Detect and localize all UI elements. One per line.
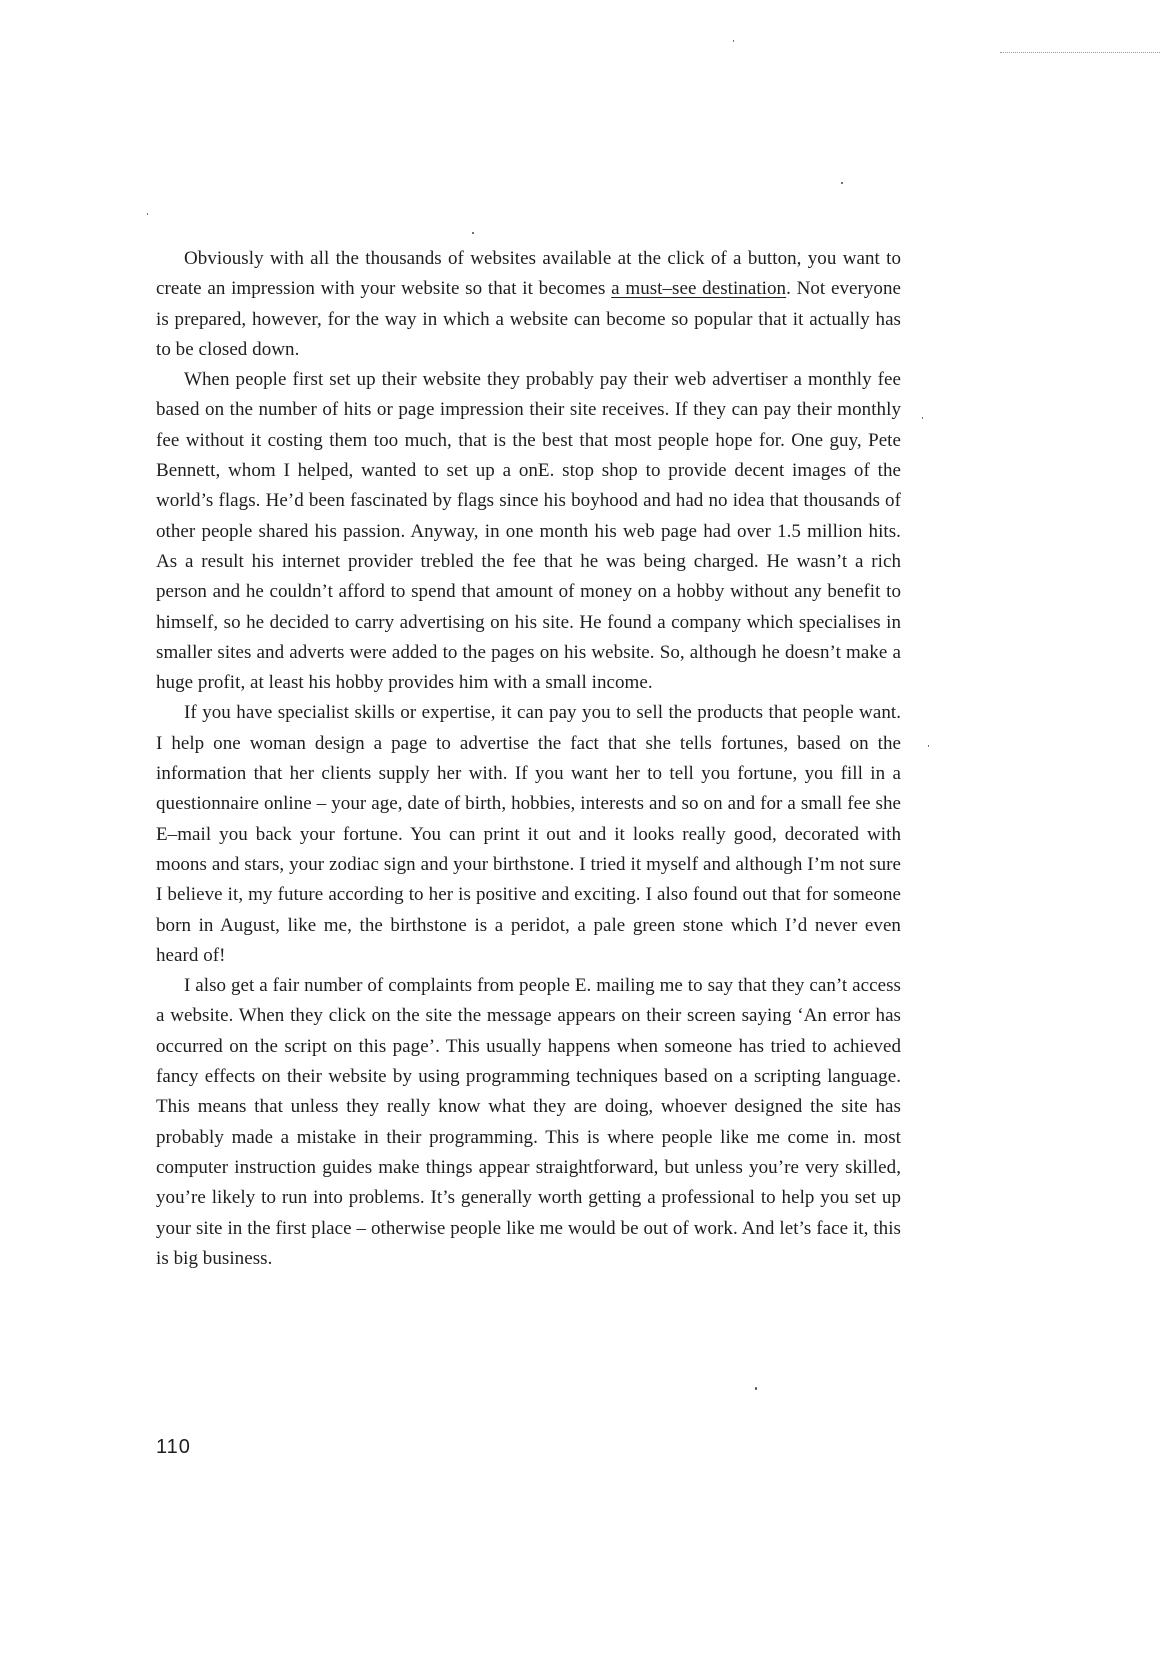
page-number: 110	[156, 1436, 191, 1458]
scan-speck	[472, 232, 474, 234]
paragraph-1	[156, 244, 901, 365]
scan-speck	[841, 182, 843, 184]
scan-artifact-line	[1000, 52, 1160, 54]
underlined-phrase: a must–see destination	[611, 278, 787, 300]
body-text	[156, 244, 901, 1274]
paragraph-2: When people first set up their website they probably pay their web advertiser a monthly fee based on the number of hits or page impression their site receives. If they can pay their monthly fee without it costing them too much, that is the best that most people hope for. One guy, Pete Bennett, whom I helped, wanted to set up a onE. stop shop to provide decent images of the world’s flags. He’d been fascinated by flags since his boyhood and had no idea that thousands of other people shared his passion. Anyway, in one month his web page had over 1.5 million hits. As a result his internet provider trebled the fee that he was being charged. He wasn’t a rich person and he couldn’t afford to spend that amount of money on a hobby without any benefit to himself, so he decided to carry advertising on his site. He found a company which specialises in smaller sites and adverts were added to the pages on his website. So, although he doesn’t make a huge profit, at least his hobby provides him with a small income.	[156, 369, 901, 694]
scan-speck	[922, 417, 923, 419]
scan-speck	[733, 40, 734, 42]
scan-speck	[147, 213, 148, 215]
paragraph-1-text-start: Obviously with all the thousands of websites available at the click of a button, you want to create an impression with your website so that it becomes	[156, 248, 901, 300]
paragraph-4: I also get a fair number of complaints from people E. mailing me to say that they can’t access a website. When they click on the site the message appears on their screen saying ‘An error has occurred on the script on this page’. This usually happens when someone has tried to achieved fancy effects on their website by using programming techniques based on a scripting language. This means that unless they really know what they are doing, whoever designed the site has probably made a mistake in their programming. This is where people like me come in. most computer instruction guides make things appear straightforward, but unless you’re very skilled, you’re likely to run into problems. It’s generally worth getting a professional to help you set up your site in the first place – otherwise people like me would be out of work. And let’s face it, this is big business.	[156, 975, 901, 1269]
scan-speck	[755, 1387, 757, 1390]
scan-speck	[928, 745, 929, 747]
paragraph-3: If you have specialist skills or expertise, it can pay you to sell the products that people want. I help one woman design a page to advertise the fact that she tells fortunes, based on the information that her clients supply her with. If you want her to tell you fortune, you fill in a questionnaire online – your age, date of birth, hobbies, interests and so on and for a small fee she E–mail you back your fortune. You can print it out and it looks really good, decorated with moons and stars, your zodiac sign and your birthstone. I tried it myself and although I’m not sure I believe it, my future according to her is positive and exciting. I also found out that for someone born in August, like me, the birthstone is a peridot, a pale green stone which I’d never even heard of!	[156, 702, 901, 966]
paragraph-1-text-end: . Not everyone is prepared, however, for the way in which a website can become so popular that it actually has to be closed down.	[156, 278, 901, 360]
